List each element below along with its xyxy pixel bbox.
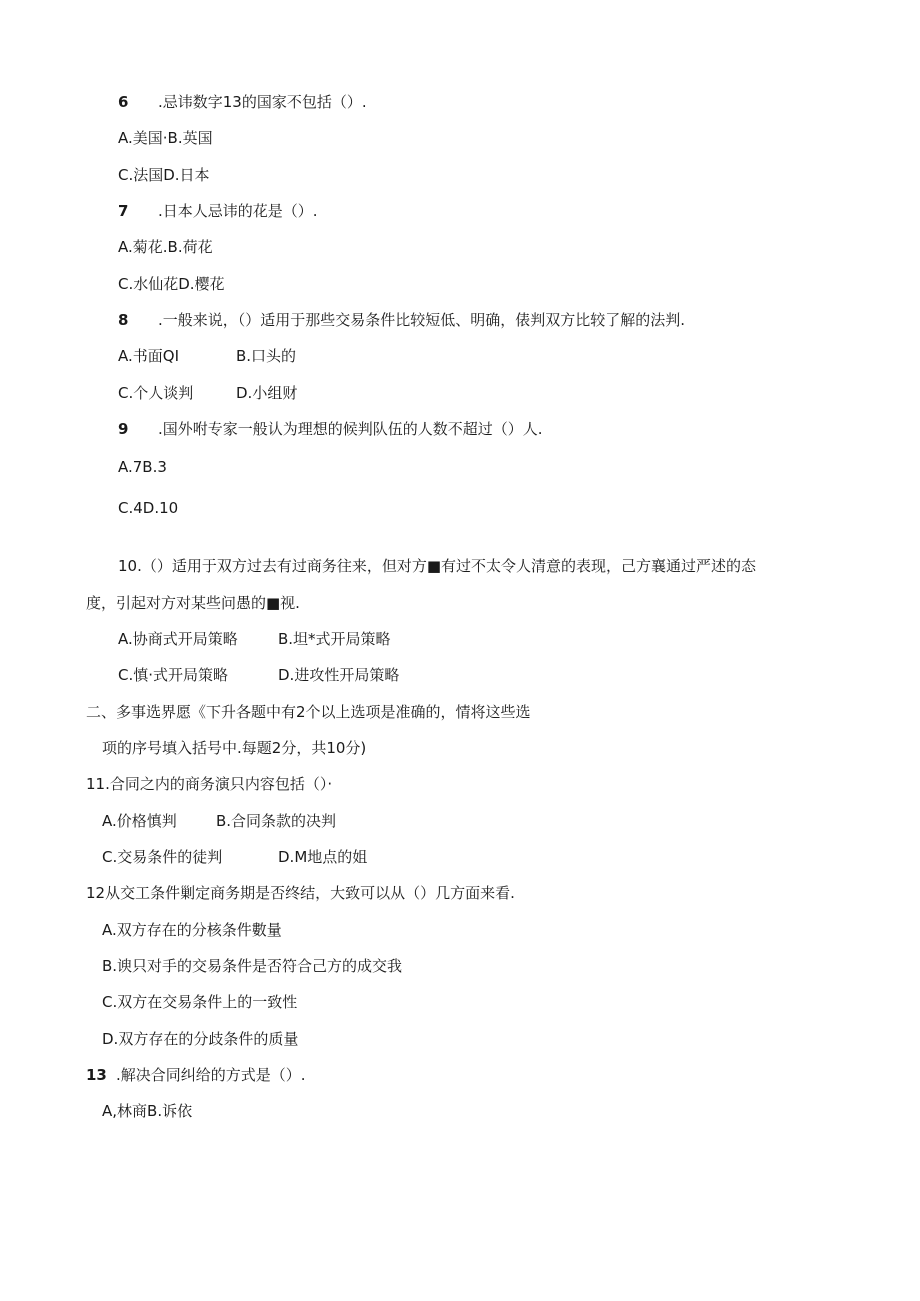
question-11: 11.合同之内的商务演只内容包括（）· [86, 775, 333, 793]
option-b: B.谀只对手的交易条件是否符合己方的成交我 [102, 957, 403, 975]
question-6 [118, 92, 367, 112]
option-c: C.个人谈判 [118, 384, 194, 402]
question-13 [86, 1065, 306, 1085]
question-text: .忌讳数字13的国家不包括（）. [158, 93, 367, 111]
option-d: D.双方存在的分歧条件的质量 [102, 1030, 299, 1048]
option-c: C.慎·式开局策略 [118, 666, 229, 684]
option-a: A.书面QI [118, 347, 179, 365]
options-ab: A,林商B.诉依 [102, 1102, 193, 1120]
question-8 [118, 310, 685, 330]
section-2-heading: 二、多事选界愿《下升各题中有2个以上选项是准确的，情将这些选 [86, 703, 531, 721]
option-d: D.M地点的姐 [278, 848, 368, 866]
question-number: 8 [118, 311, 129, 329]
question-number: 13 [86, 1066, 107, 1084]
question-text: .解决合同纠给的方式是（）. [116, 1066, 306, 1084]
question-text: .日本人忌讳的花是（）. [158, 202, 318, 220]
option-d: D.小组财 [236, 384, 298, 402]
question-12: 12从交工条件剿定商务期是否终结，大致可以从（）几方面来看. [86, 884, 515, 902]
question-text: .一般来说，（）适用于那些交易条件比较短低、明确，俵判双方比较了解的法判. [158, 311, 686, 329]
question-number: 9 [118, 420, 129, 438]
question-9 [118, 419, 543, 439]
option-a: A.双方存在的分核条件數量 [102, 921, 282, 939]
options-ab: A.7B.3 [118, 458, 167, 476]
question-7 [118, 201, 318, 221]
options-ab: A.美国·B.英国 [118, 129, 213, 147]
option-c: C.交易条件的徒判 [102, 848, 223, 866]
question-number: 7 [118, 202, 129, 220]
option-d: D.进攻性开局策略 [278, 666, 400, 684]
options-cd: C.4D.10 [118, 499, 179, 517]
option-b: B.合同条款的决判 [216, 812, 337, 830]
section-2-heading-cont: 项的序号填入括号中.每题2分，共10分) [102, 739, 367, 757]
options-cd: C.水仙花D.樱花 [118, 275, 225, 293]
question-text: .国外咐专家一般认为理想的候判队伍的人数不超过（）人. [158, 420, 543, 438]
option-a: A.协商式开局策略 [118, 630, 238, 648]
option-a: A.价格慎判 [102, 812, 177, 830]
option-c: C.双方在交易条件上的一致性 [102, 993, 298, 1011]
option-b: B.坦*式开局策略 [278, 630, 391, 648]
options-ab: A.菊花.B.荷花 [118, 238, 213, 256]
option-b: B.口头的 [236, 347, 297, 365]
options-cd: C.法国D.日本 [118, 166, 210, 184]
question-10-line-1: 10.（）适用于双方过去有过商务往来，但对方■有过不太令人清意的表现，己方襄通过严述的态 [118, 557, 757, 575]
question-10-line-2: 度，引起对方对某些问愚的■视. [86, 594, 300, 612]
question-number: 6 [118, 93, 129, 111]
